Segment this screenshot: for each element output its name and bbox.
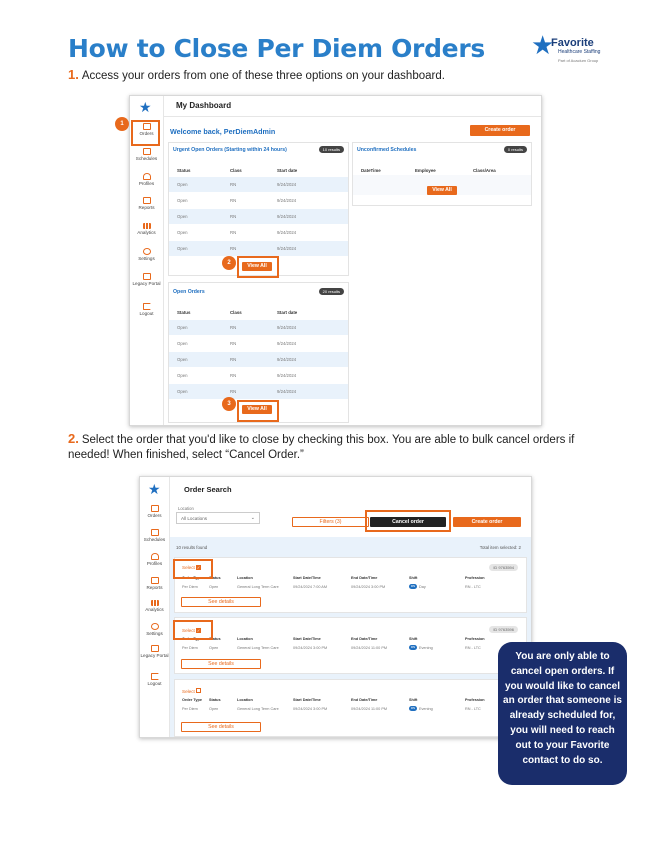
nav-schedules[interactable]: Schedules — [140, 529, 169, 542]
shift-badge-icon: RN — [410, 645, 416, 649]
highlight-open-view-all — [237, 400, 279, 422]
urgent-orders-table — [169, 177, 348, 257]
nav-analytics[interactable]: Analytics — [130, 223, 163, 235]
nav-orders[interactable]: Orders — [130, 123, 163, 136]
unconfirmed-count-badge: 0 results — [504, 146, 527, 153]
table-row[interactable]: Open RN 9/24/2024 — [169, 209, 348, 224]
col-status: Status — [177, 310, 191, 315]
nav-logout[interactable]: Logout — [130, 303, 163, 316]
open-orders-title: Open Orders — [173, 289, 205, 295]
highlight-select-2 — [173, 620, 213, 640]
location-value: All Locations — [181, 516, 208, 521]
checkbox-checked-icon: ✓ — [196, 628, 201, 633]
col-start-date: Start date — [277, 310, 298, 315]
see-details-button[interactable]: See details — [181, 722, 261, 732]
info-note: You are only able to cancel open orders. If you would like to cancel an order that someone is already scheduled for, you will need to reach out to your Favorite contact to do so. — [498, 642, 627, 785]
col-start-date: Start date — [277, 168, 298, 173]
person-icon — [143, 173, 151, 180]
table-row[interactable]: Open RN 9/24/2024 — [169, 320, 348, 335]
header-divider — [164, 116, 541, 117]
bar-chart-icon — [151, 600, 159, 606]
chevron-down-icon: ⌄ — [250, 515, 255, 521]
step-2-text: Select the order that you'd like to close by checking this box. You are able to bulk cancel orders if needed! When finished, select “Cancel Order.” — [68, 434, 575, 461]
dashboard-heading: My Dashboard — [176, 101, 232, 110]
nav-profiles[interactable]: Profiles — [130, 173, 163, 186]
order-card-1: Select ✓ ID 9763594 Order Type Status Location Start Date/Time End Date/Time Shift Profession Per Diem Open General Long Term Care 09/24/2024 7:00 AM 09/24/2024 3:00 PM RN Day RN - LTC See details — [174, 557, 527, 613]
order-card-2: Select ✓ ID 9763596 Order Type Status Location Start Date/Time End Date/Time Shift Profession Per Diem Open General Long Term Care 09/24/2024 3:00 PM 09/24/2024 11:00 PM RN Evening RN - LTC See details — [174, 617, 527, 674]
order-id-tag: ID 9763596 — [489, 626, 518, 633]
table-row[interactable]: Open RN 9/24/2024 — [177, 198, 297, 203]
location-select[interactable] — [176, 512, 260, 524]
nav-legacy-portal[interactable]: Legacy Portal — [130, 273, 163, 286]
see-details-button[interactable]: See details — [181, 659, 261, 669]
location-label: Location — [178, 506, 194, 511]
calendar-icon — [151, 529, 159, 536]
badge-2: 2 — [222, 256, 236, 270]
logo-parent: Part of Acacium Group — [558, 58, 599, 63]
urgent-orders-title: Urgent Open Orders (Starting within 24 hours) — [173, 147, 287, 153]
unconfirmed-schedules-panel — [352, 142, 532, 206]
highlight-urgent-view-all — [237, 256, 279, 278]
shift-badge-icon: RN — [410, 584, 416, 588]
create-order-button[interactable]: Create order — [453, 517, 521, 527]
highlight-cancel-order — [365, 510, 451, 532]
urgent-view-all-button[interactable]: View All — [242, 262, 272, 271]
open-orders-table — [169, 320, 348, 400]
checkbox-checked-icon: ✓ — [196, 565, 201, 570]
dashboard-screenshot — [120, 95, 542, 426]
total-selected: Total item selected: 2 — [479, 545, 521, 550]
nav-reports[interactable]: Reports — [140, 577, 169, 590]
sidebar — [140, 477, 170, 737]
col-class: Class — [230, 168, 242, 173]
order-id-tag: ID 9763594 — [489, 564, 518, 571]
nav-schedules[interactable]: Schedules — [130, 148, 163, 161]
table-row[interactable]: Open RN 9/24/2024 — [177, 230, 297, 235]
select-checkbox-3[interactable]: Select — [182, 688, 201, 694]
unconfirmed-title: Unconfirmed Schedules — [357, 147, 417, 153]
star-logo-icon: ★ — [139, 99, 152, 115]
logout-icon — [143, 303, 151, 310]
table-row[interactable]: Open RN 9/24/2024 — [177, 373, 297, 378]
select-checkbox-1[interactable]: Select ✓ — [182, 565, 201, 570]
star-logo-icon: ★ — [531, 30, 555, 60]
table-row[interactable]: Open RN 9/24/2024 — [169, 352, 348, 367]
step-2-number: 2. — [68, 431, 79, 446]
table-row[interactable]: Open RN 9/24/2024 — [169, 241, 348, 256]
badge-3: 3 — [222, 397, 236, 411]
welcome-text: Welcome back, PerDiemAdmin — [170, 127, 276, 136]
table-row[interactable]: Open RN 9/24/2024 — [177, 341, 297, 346]
open-count-badge: 20 results — [319, 288, 344, 295]
step-2 — [68, 432, 608, 462]
step-1-text: Access your orders from one of these three options on your dashboard. — [81, 70, 445, 82]
col-datetime: DateTime — [361, 168, 381, 173]
star-logo-icon: ★ — [148, 481, 161, 497]
results-area — [170, 537, 531, 737]
highlight-select-1 — [173, 559, 213, 579]
nav-reports[interactable]: Reports — [130, 197, 163, 210]
order-card-3: Select Order Type Status Location Start Date/Time End Date/Time Shift Profession Per Diem Open General Long Term Care 09/24/2024 3:00 PM 09/24/2024 11:00 PM RN Evening RN - LTC See details — [174, 679, 527, 737]
report-icon — [151, 577, 159, 584]
nav-orders[interactable]: Orders — [140, 505, 169, 518]
book-icon — [151, 645, 159, 652]
see-details-button[interactable]: See details — [181, 597, 261, 607]
highlight-orders — [131, 120, 160, 146]
bar-chart-icon — [143, 223, 151, 229]
step-1 — [68, 68, 608, 84]
order-search-heading: Order Search — [184, 485, 232, 494]
col-employee: Employee — [415, 168, 436, 173]
logo-tagline: Healthcare Staffing — [558, 49, 601, 55]
col-status: Status — [177, 168, 191, 173]
badge-1: 1 — [115, 117, 129, 131]
select-checkbox-2[interactable]: Select ✓ — [182, 628, 201, 633]
urgent-count-badge: 10 results — [319, 146, 344, 153]
results-count: 10 results found — [176, 545, 208, 550]
clipboard-icon — [151, 505, 159, 512]
page-title: How to Close Per Diem Orders — [68, 34, 485, 63]
nav-analytics[interactable]: Analytics — [140, 600, 169, 612]
nav-legacy-portal[interactable]: Legacy Portal — [140, 645, 169, 658]
shift-badge-icon: RN — [410, 706, 416, 710]
gear-icon — [143, 248, 151, 255]
table-row[interactable]: Open RN 9/24/2024 — [169, 177, 348, 192]
open-view-all-button[interactable]: View All — [242, 405, 272, 414]
nav-settings[interactable]: Settings — [140, 623, 169, 636]
gear-icon — [151, 623, 159, 630]
create-order-button[interactable]: Create order — [470, 125, 530, 136]
book-icon — [143, 273, 151, 280]
nav-settings[interactable]: Settings — [130, 248, 163, 261]
logo-name: Favorite — [551, 37, 594, 49]
logout-icon — [151, 673, 159, 680]
nav-logout[interactable]: Logout — [140, 673, 169, 686]
cancel-order-button[interactable]: Cancel order — [370, 517, 446, 527]
filters-button[interactable]: Filters (3) — [292, 517, 369, 527]
col-class: Class — [230, 310, 242, 315]
report-icon — [143, 197, 151, 204]
checkbox-empty-icon — [196, 688, 201, 693]
calendar-icon — [143, 148, 151, 155]
nav-profiles[interactable]: Profiles — [140, 553, 169, 566]
col-class-area: Class/Area — [473, 168, 496, 173]
unconfirmed-view-all-button[interactable]: View All — [427, 186, 457, 195]
person-icon — [151, 553, 159, 560]
step-1-number: 1. — [68, 67, 79, 82]
order-search-screenshot — [139, 476, 532, 738]
table-row[interactable]: Open RN 9/24/2024 — [169, 384, 348, 399]
favorite-logo — [531, 32, 601, 66]
